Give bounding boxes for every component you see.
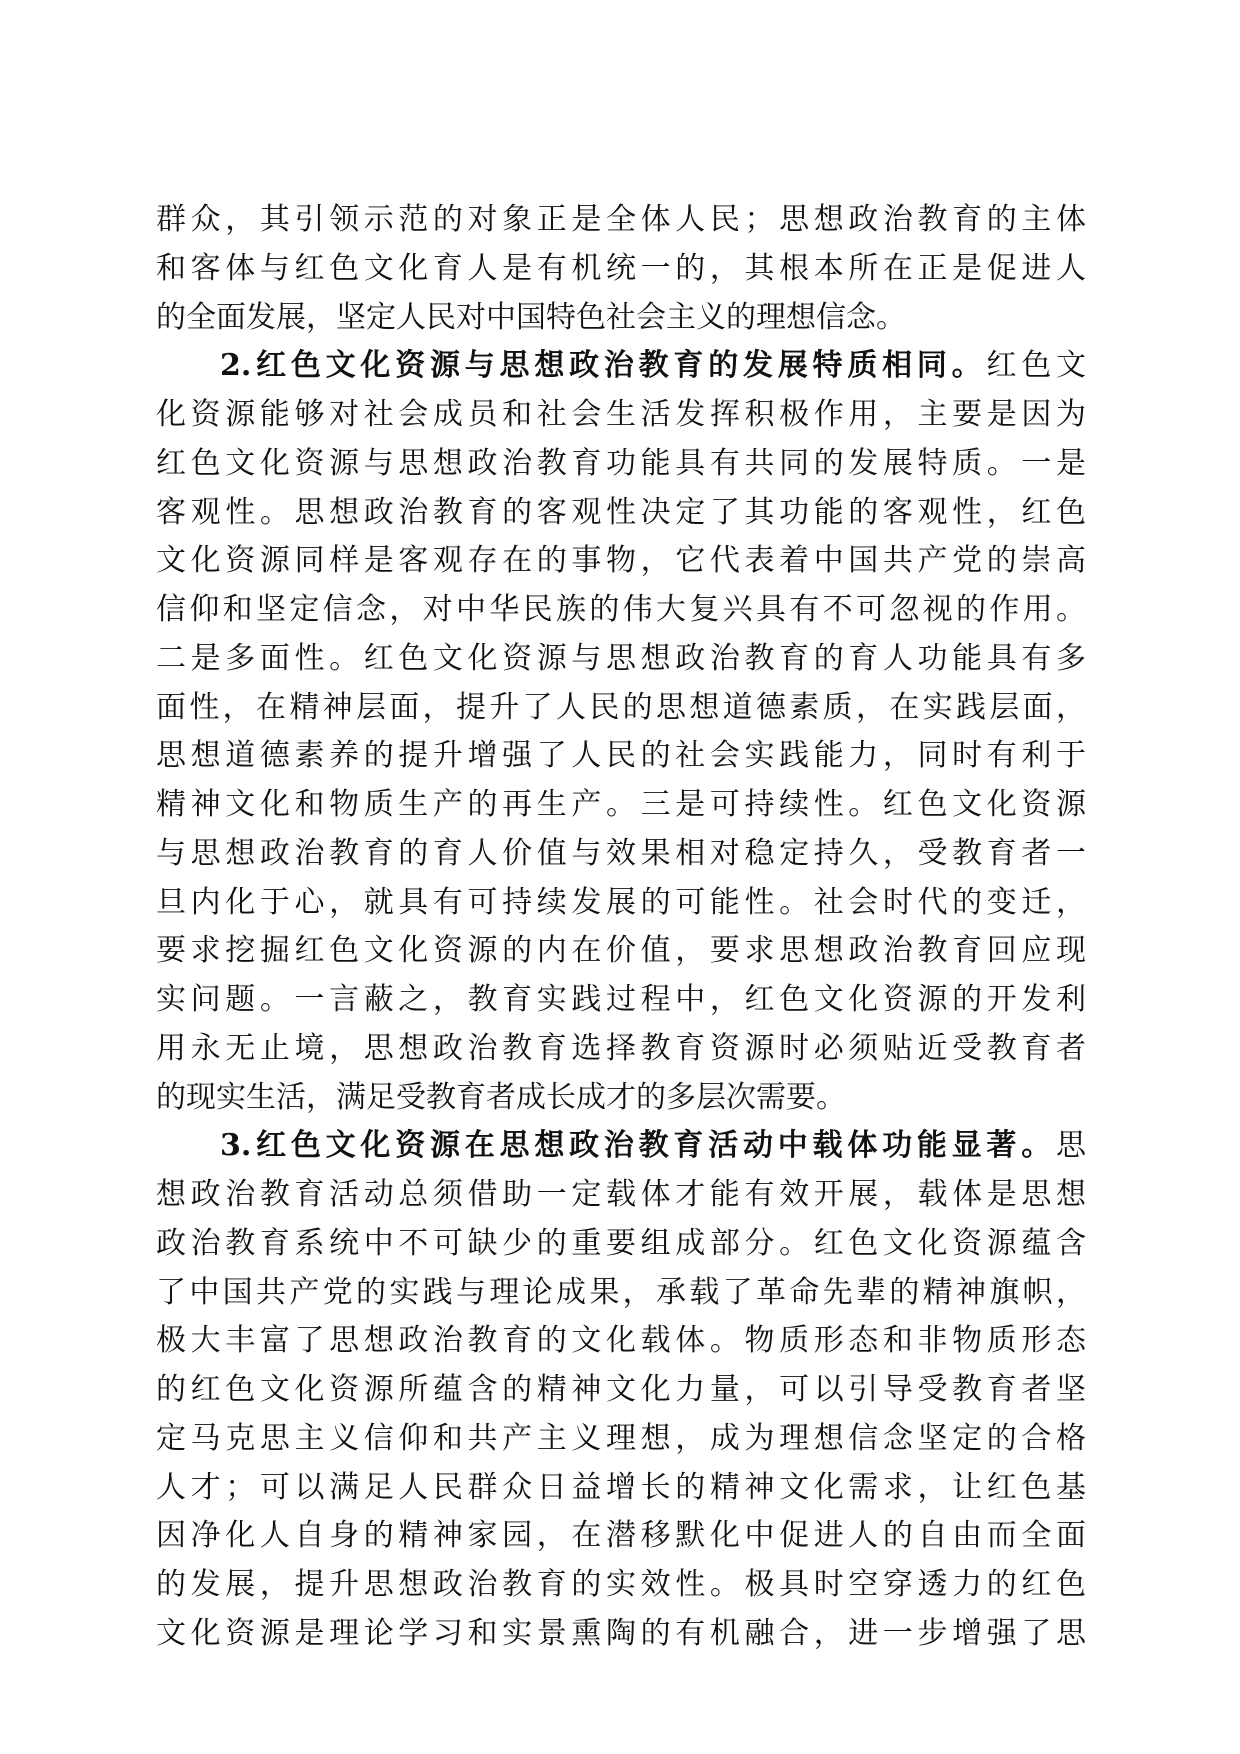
paragraph-2-line: 的现实生活，满足受教育者成长成才的多层次需要。 bbox=[156, 1079, 846, 1115]
paragraph-1-line: 群众，其引领示范的对象正是全体人民；思想政治教育的主体 bbox=[156, 202, 1086, 237]
paragraph-3-line: 人才；可以满足人民群众日益增长的精神文化需求，让红色基 bbox=[156, 1469, 1086, 1505]
section-heading-2: 2.红色文化资源与思想政治教育的发展特质相同。 bbox=[220, 348, 987, 384]
paragraph-2-line: 客观性。思想政治教育的客观性决定了其功能的客观性，红色 bbox=[156, 494, 1086, 530]
paragraph-3-line: 的发展，提升思想政治教育的实效性。极具时空穿透力的红色 bbox=[156, 1567, 1086, 1602]
paragraph-2-line: 用永无止境，思想政治教育选择教育资源时必须贴近受教育者 bbox=[156, 1030, 1086, 1066]
paragraph-2-line: 旦内化于心，就具有可持续发展的可能性。社会时代的变迁， bbox=[156, 884, 1086, 920]
paragraph-3-first-line bbox=[156, 1122, 1086, 1171]
paragraph-2-line: 二是多面性。红色文化资源与思想政治教育的育人功能具有多 bbox=[156, 640, 1086, 676]
paragraph-2-line: 信仰和坚定信念，对中华民族的伟大复兴具有不可忽视的作用。 bbox=[156, 592, 1086, 627]
paragraph-1-line: 和客体与红色文化育人是有机统一的，其根本所在正是促进人 bbox=[156, 250, 1086, 286]
paragraph-3-line: 了中国共产党的实践与理论成果，承载了革命先辈的精神旗帜， bbox=[156, 1274, 1086, 1310]
paragraph-2-line: 要求挖掘红色文化资源的内在价值，要求思想政治教育回应现 bbox=[156, 933, 1086, 969]
paragraph-2-line: 文化资源同样是客观存在的事物，它代表着中国共产党的崇高 bbox=[156, 543, 1086, 579]
paragraph-1-line: 的全面发展，坚定人民对中国特色社会主义的理想信念。 bbox=[156, 299, 906, 335]
paragraph-2-line: 与思想政治教育的育人价值与效果相对稳定持久，受教育者一 bbox=[156, 835, 1086, 871]
paragraph-3-line: 想政治教育活动总须借助一定载体才能有效开展，载体是思想 bbox=[156, 1177, 1086, 1212]
paragraph-3-line: 的红色文化资源所蕴含的精神文化力量，可以引导受教育者坚 bbox=[156, 1372, 1086, 1407]
paragraph-2-line: 化资源能够对社会成员和社会生活发挥积极作用，主要是因为 bbox=[156, 397, 1086, 432]
paragraph-2-line: 红色文化资源与思想政治教育功能具有共同的发展特质。一是 bbox=[156, 445, 1086, 481]
paragraph-3-line: 极大丰富了思想政治教育的文化载体。物质形态和非物质形态 bbox=[156, 1323, 1086, 1359]
paragraph-2-line: 面性，在精神层面，提升了人民的思想道德素质，在实践层面， bbox=[156, 689, 1086, 725]
paragraph-3-first-line-text: 思 bbox=[1056, 1128, 1086, 1164]
paragraph-3-line: 政治教育系统中不可缺少的重要组成部分。红色文化资源蕴含 bbox=[156, 1225, 1086, 1261]
paragraph-2-line: 实问题。一言蔽之，教育实践过程中，红色文化资源的开发利 bbox=[156, 982, 1086, 1017]
section-heading-3: 3.红色文化资源在思想政治教育活动中载体功能显著。 bbox=[220, 1128, 1056, 1164]
paragraph-3-line: 定马克思主义信仰和共产主义理想，成为理想信念坚定的合格 bbox=[156, 1420, 1086, 1456]
body-text bbox=[156, 196, 1086, 1659]
paragraph-2-first-line bbox=[156, 342, 1086, 391]
paragraph-3-line: 文化资源是理论学习和实景熏陶的有机融合，进一步增强了思 bbox=[156, 1615, 1086, 1651]
paragraph-3-line: 因净化人自身的精神家园，在潜移默化中促进人的自由而全面 bbox=[156, 1518, 1086, 1554]
paragraph-2-line: 精神文化和物质生产的再生产。三是可持续性。红色文化资源 bbox=[156, 787, 1086, 822]
paragraph-2-first-line-text: 红色文 bbox=[986, 348, 1086, 384]
paragraph-2-line: 思想道德素养的提升增强了人民的社会实践能力，同时有利于 bbox=[156, 738, 1086, 774]
